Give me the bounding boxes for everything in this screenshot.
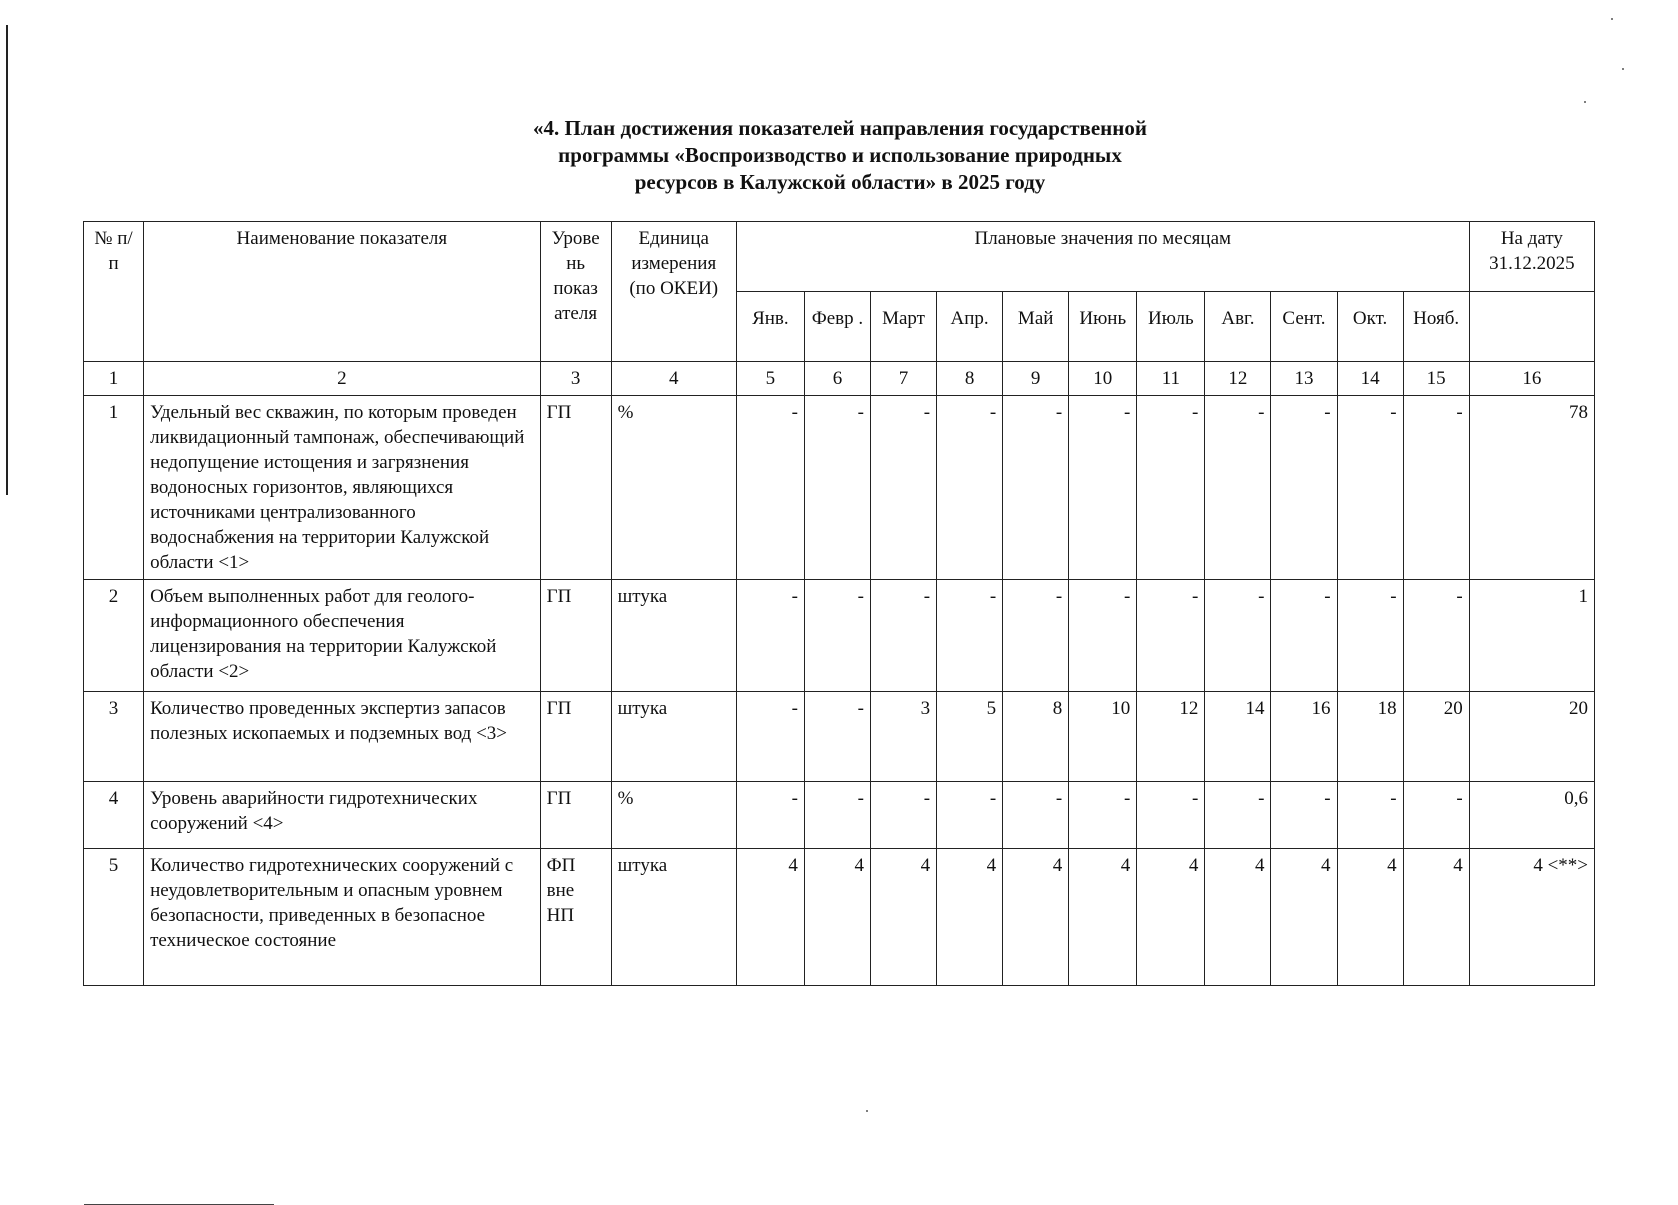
year-end-value: 1 (1469, 580, 1594, 692)
row-number: 1 (84, 396, 144, 580)
indicator-unit: % (611, 782, 736, 849)
header-month-apr: Апр. (937, 292, 1003, 362)
month-value: - (870, 396, 936, 580)
column-number: 4 (611, 362, 736, 396)
indicator-name: Объем выполненных работ для геолого-информационного обеспечения лицензирования на территории Калужской области <2> (144, 580, 541, 692)
row-number: 5 (84, 849, 144, 986)
month-value: - (1069, 396, 1137, 580)
table-row (84, 782, 1595, 849)
month-value: 20 (1403, 692, 1469, 782)
month-value: 12 (1137, 692, 1205, 782)
indicator-unit: штука (611, 849, 736, 986)
column-number: 1 (84, 362, 144, 396)
table-row (84, 849, 1595, 986)
month-value: - (1337, 396, 1403, 580)
year-end-value: 0,6 (1469, 782, 1594, 849)
table-row (84, 692, 1595, 782)
indicators-plan-table (83, 221, 1595, 986)
page-left-rule (6, 25, 8, 495)
indicator-unit: штука (611, 580, 736, 692)
scan-speck (866, 1110, 868, 1112)
month-value: 4 (1069, 849, 1137, 986)
month-value: - (1271, 396, 1337, 580)
month-value: 4 (1003, 849, 1069, 986)
month-value: - (937, 396, 1003, 580)
indicator-unit: штука (611, 692, 736, 782)
header-unit: Единица измерения (по ОКЕИ) (611, 222, 736, 362)
indicator-name: Уровень аварийности гидротехнических сооружений <4> (144, 782, 541, 849)
column-number: 8 (937, 362, 1003, 396)
month-value: 5 (937, 692, 1003, 782)
month-value: - (1271, 580, 1337, 692)
header-month-feb: Февр . (804, 292, 870, 362)
indicator-unit: % (611, 396, 736, 580)
month-value: 4 (1271, 849, 1337, 986)
column-number: 5 (736, 362, 804, 396)
month-value: - (1137, 782, 1205, 849)
column-number: 2 (144, 362, 541, 396)
column-number: 11 (1137, 362, 1205, 396)
month-value: - (870, 580, 936, 692)
month-value: - (804, 580, 870, 692)
month-value: - (1003, 396, 1069, 580)
column-number: 6 (804, 362, 870, 396)
header-date-blank (1469, 292, 1594, 362)
month-value: - (1003, 580, 1069, 692)
scan-speck (1622, 68, 1624, 70)
column-number: 7 (870, 362, 936, 396)
month-value: 8 (1003, 692, 1069, 782)
month-value: 4 (1403, 849, 1469, 986)
month-value: - (736, 580, 804, 692)
indicator-name: Удельный вес скважин, по которым проведен ликвидационный тампонаж, обеспечивающий недопущение истощения и загрязнения водоносных горизонтов, являющихся источниками централизованного водоснабжения на территории Калужской области <1> (144, 396, 541, 580)
month-value: - (1403, 396, 1469, 580)
title-line-2: программы «Воспроизводство и использование природных (558, 143, 1122, 167)
column-number: 16 (1469, 362, 1594, 396)
month-value: - (937, 580, 1003, 692)
indicator-rows (84, 396, 1595, 986)
indicator-name: Количество проведенных экспертиз запасов полезных ископаемых и подземных вод <3> (144, 692, 541, 782)
scan-speck (1611, 18, 1613, 20)
table-row (84, 580, 1595, 692)
month-value: 14 (1205, 692, 1271, 782)
header-name: Наименование показателя (144, 222, 541, 362)
month-value: 4 (870, 849, 936, 986)
month-value: - (937, 782, 1003, 849)
year-end-value: 78 (1469, 396, 1594, 580)
month-value: - (1271, 782, 1337, 849)
month-value: - (804, 396, 870, 580)
month-value: - (1403, 580, 1469, 692)
header-num: № п/п (84, 222, 144, 362)
month-value: 4 (1137, 849, 1205, 986)
scan-speck (1584, 101, 1586, 103)
month-value: - (736, 396, 804, 580)
month-value: - (1337, 782, 1403, 849)
month-value: - (1205, 782, 1271, 849)
header-monthly: Плановые значения по месяцам (736, 222, 1469, 292)
indicator-level: ГП (540, 782, 611, 849)
indicator-level: ГП (540, 580, 611, 692)
month-value: - (1137, 396, 1205, 580)
header-month-jun: Июнь (1069, 292, 1137, 362)
month-value: 4 (937, 849, 1003, 986)
indicator-level: ГП (540, 396, 611, 580)
header-month-jan: Янв. (736, 292, 804, 362)
month-value: - (736, 782, 804, 849)
column-number: 9 (1003, 362, 1069, 396)
indicator-name: Количество гидротехнических сооружений с неудовлетворительным и опасным уровнем безопасности, приведенных в безопасное техническое состояние (144, 849, 541, 986)
header-row-1 (84, 222, 1595, 292)
month-value: - (736, 692, 804, 782)
indicator-level: ФП вне НП (540, 849, 611, 986)
month-value: - (804, 692, 870, 782)
header-month-sep: Сент. (1271, 292, 1337, 362)
row-number: 4 (84, 782, 144, 849)
column-number-row (84, 362, 1595, 396)
column-number: 10 (1069, 362, 1137, 396)
column-number: 15 (1403, 362, 1469, 396)
column-number: 14 (1337, 362, 1403, 396)
header-month-mar: Март (870, 292, 936, 362)
header-month-nov: Нояб. (1403, 292, 1469, 362)
month-value: - (1003, 782, 1069, 849)
month-value: - (1205, 396, 1271, 580)
column-number: 3 (540, 362, 611, 396)
month-value: 4 (804, 849, 870, 986)
month-value: 4 (1205, 849, 1271, 986)
header-date: На дату 31.12.2025 (1469, 222, 1594, 292)
month-value: 10 (1069, 692, 1137, 782)
year-end-value: 4 <**> (1469, 849, 1594, 986)
month-value: - (1137, 580, 1205, 692)
indicator-level: ГП (540, 692, 611, 782)
header-level: Урове нь показ ателя (540, 222, 611, 362)
month-value: 4 (1337, 849, 1403, 986)
month-value: - (870, 782, 936, 849)
month-value: 3 (870, 692, 936, 782)
month-value: 16 (1271, 692, 1337, 782)
year-end-value: 20 (1469, 692, 1594, 782)
month-value: - (804, 782, 870, 849)
table-row (84, 396, 1595, 580)
column-number: 12 (1205, 362, 1271, 396)
month-value: - (1069, 782, 1137, 849)
header-month-oct: Окт. (1337, 292, 1403, 362)
month-value: - (1337, 580, 1403, 692)
month-value: 4 (736, 849, 804, 986)
column-number: 13 (1271, 362, 1337, 396)
header-month-jul: Июль (1137, 292, 1205, 362)
header-month-aug: Авг. (1205, 292, 1271, 362)
title-line-1: «4. План достижения показателей направления государственной (533, 116, 1147, 140)
row-number: 3 (84, 692, 144, 782)
month-value: - (1205, 580, 1271, 692)
title-line-3: ресурсов в Калужской области» в 2025 году (634, 170, 1046, 194)
month-value: 18 (1337, 692, 1403, 782)
month-value: - (1403, 782, 1469, 849)
header-month-may: Май (1003, 292, 1069, 362)
document-title (380, 115, 1300, 196)
month-value: - (1069, 580, 1137, 692)
row-number: 2 (84, 580, 144, 692)
